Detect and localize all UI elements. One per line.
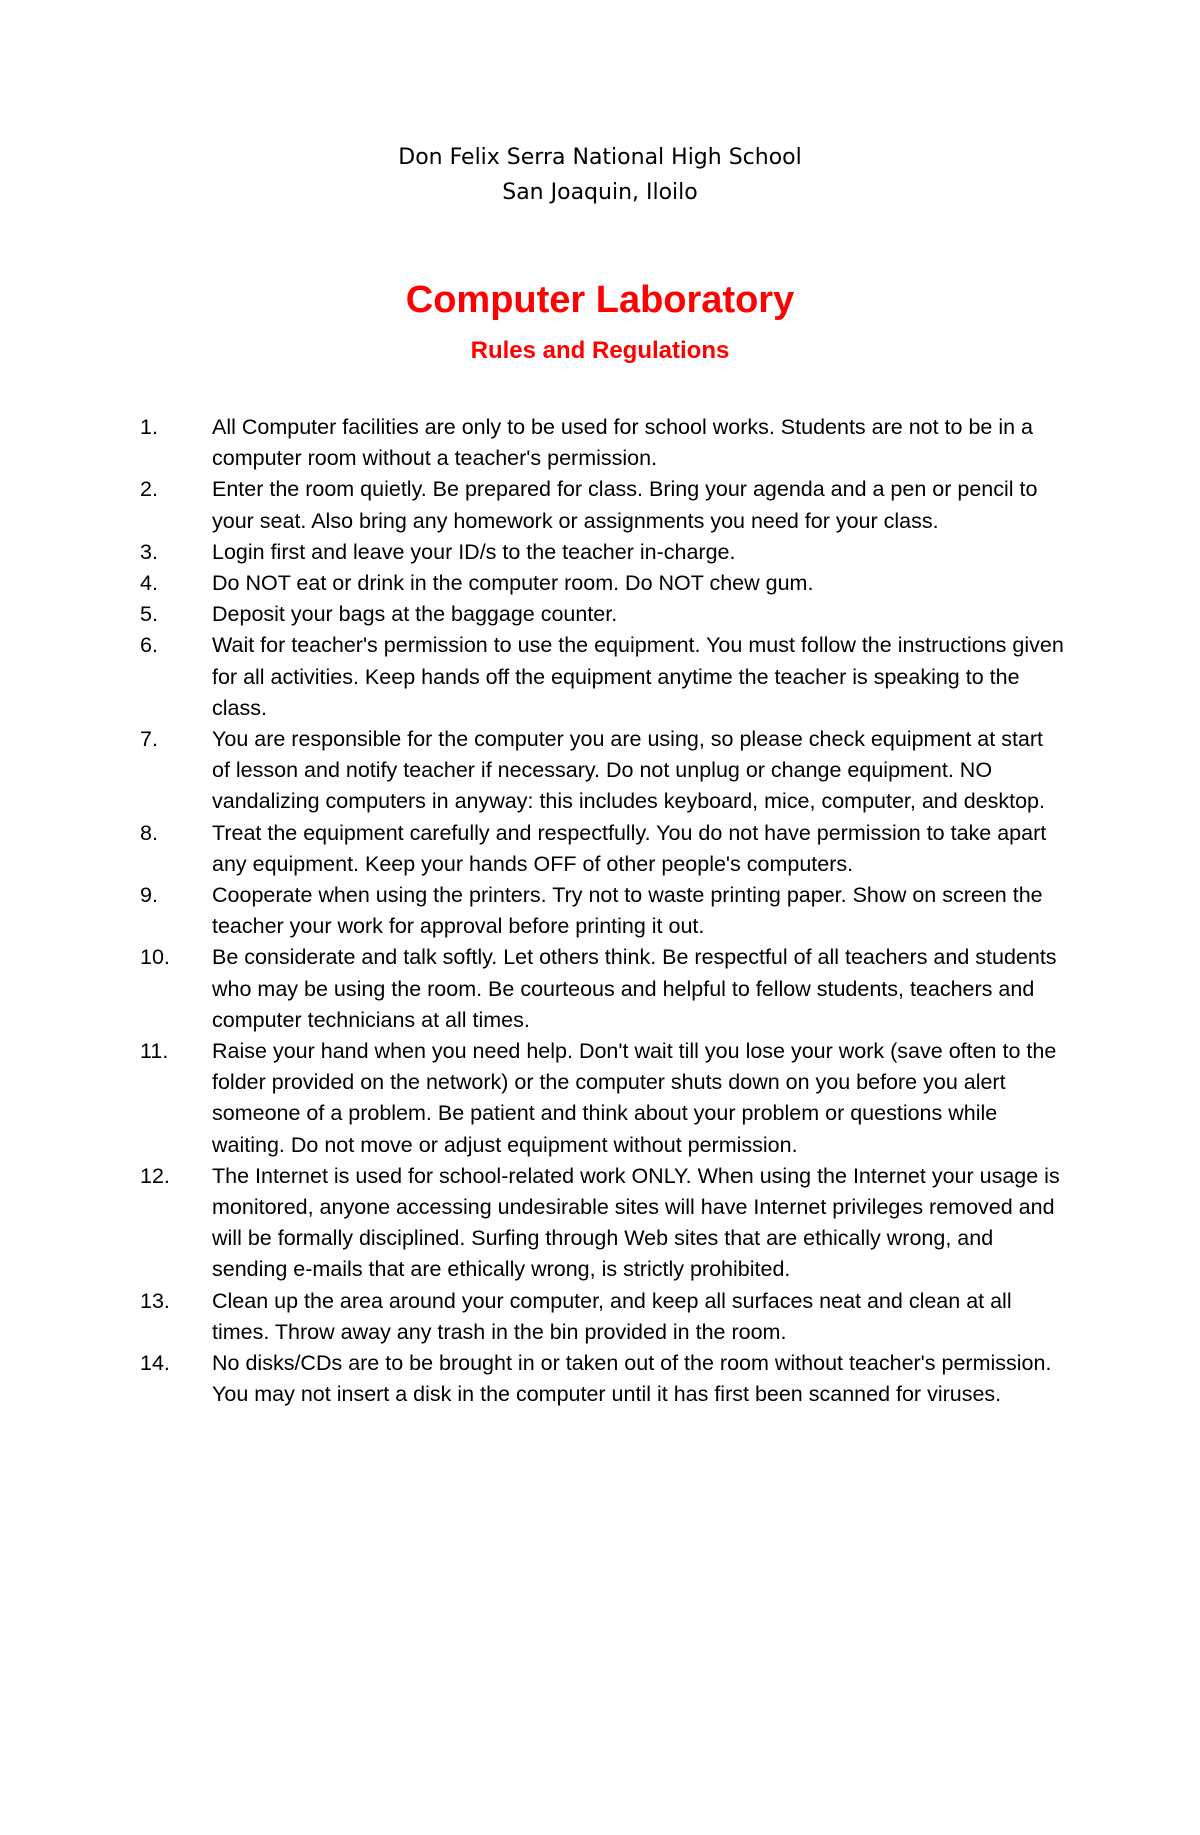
rule-number: 12. (140, 1163, 170, 1188)
rule-item (140, 1036, 1065, 1161)
rule-number: 3. (140, 539, 158, 564)
rule-item (140, 412, 1065, 474)
rule-text: Deposit your bags at the baggage counter. (212, 602, 618, 627)
school-location: San Joaquin, Iloilo (502, 180, 698, 205)
rule-item (140, 599, 1065, 630)
school-name: Don Felix Serra National High School (398, 145, 802, 170)
rule-text: Do NOT eat or drink in the computer room. Do NOT chew gum. (212, 571, 814, 596)
rule-text: The Internet is used for school-related work ONLY. When using the Internet your usage is monitored, anyone accessing undesirable sites will have Internet privileges removed and will be formally disciplined. Surfing through Web sites that are ethically wrong, and sending e-mails that are ethically wrong, is strictly prohibited. (212, 1163, 1060, 1282)
rule-number: 2. (140, 477, 158, 502)
rule-text: Treat the equipment carefully and respectfully. You do not have permission to take apart any equipment. Keep your hands OFF of other people's computers. (212, 820, 1047, 876)
rule-number: 8. (140, 820, 158, 845)
rule-number: 9. (140, 883, 158, 908)
rule-text: Clean up the area around your computer, and keep all surfaces neat and clean at all times. Throw away any trash in the bin provided in the room. (212, 1288, 1012, 1344)
rule-item (140, 537, 1065, 568)
rule-number: 1. (140, 415, 158, 439)
rule-number: 5. (140, 602, 158, 627)
rule-item (140, 1161, 1065, 1286)
rule-number: 14. (140, 1351, 170, 1376)
rule-text: You are responsible for the computer you are using, so please check equipment at start of lesson and notify teacher if necessary. Do not unplug or change equipment. NO vandalizing computers in anyway: this includes keyboard, mice, computer, and desktop. (212, 727, 1045, 814)
rule-text: Enter the room quietly. Be prepared for class. Bring your agenda and a pen or pencil to your seat. Also bring any homework or assignments you need for your class. (212, 477, 1038, 533)
rule-number: 13. (140, 1288, 170, 1313)
rule-text: Wait for teacher's permission to use the equipment. You must follow the instructions given for all activities. Keep hands off the equipment anytime the teacher is speaking to the class. (212, 633, 1064, 720)
school-header (0, 140, 1200, 210)
rule-number: 6. (140, 633, 158, 658)
rule-text: Login first and leave your ID/s to the teacher in-charge. (212, 539, 736, 564)
rules-list (140, 412, 1065, 1411)
rule-text: Be considerate and talk softly. Let others think. Be respectful of all teachers and students who may be using the room. Be courteous and helpful to fellow students, teachers and computer technicians at all times. (212, 945, 1057, 1032)
rule-item (140, 1348, 1065, 1410)
rule-text: Cooperate when using the printers. Try not to waste printing paper. Show on screen the teacher your work for approval before printing it out. (212, 883, 1043, 939)
rule-number: 4. (140, 571, 158, 596)
rule-text: All Computer facilities are only to be used for school works. Students are not to be in a computer room without a teacher's permission. (212, 415, 1034, 471)
rule-number: 11. (140, 1039, 169, 1064)
rule-item (140, 942, 1065, 1036)
rule-item (140, 880, 1065, 942)
document-subtitle: Rules and Regulations (470, 337, 730, 364)
rule-number: 10. (140, 945, 170, 970)
rule-item (140, 818, 1065, 880)
rule-item (140, 724, 1065, 818)
rule-text: No disks/CDs are to be brought in or taken out of the room without teacher's permission. You may not insert a disk in the computer until it has first been scanned for viruses. (212, 1351, 1052, 1407)
rule-number: 7. (140, 727, 158, 752)
document-title: Computer Laboratory (405, 279, 795, 321)
rule-item (140, 1286, 1065, 1348)
rule-item (140, 474, 1065, 536)
rule-text: Raise your hand when you need help. Don't wait till you lose your work (save often to the folder provided on the network) or the computer shuts down on you before you alert someone of a problem. Be patient and think about your problem or questions while waiting. Do not move or adjust equipment without permission. (212, 1039, 1057, 1157)
rule-item (140, 630, 1065, 724)
rule-item (140, 568, 1065, 599)
